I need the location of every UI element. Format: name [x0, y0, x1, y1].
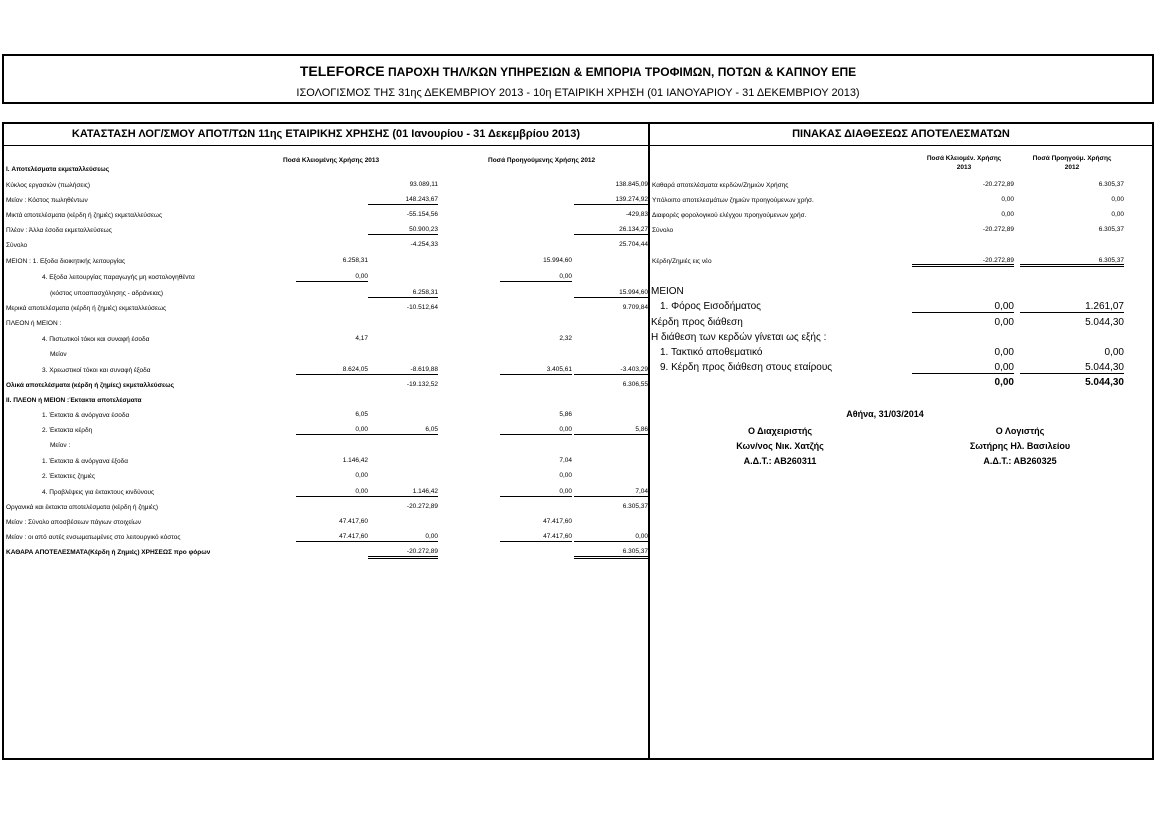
row-label: II. ΠΛΕΟΝ ή ΜΕΙΟΝ :Έκτακτα αποτελέσματα	[6, 397, 142, 404]
current-amount: 8.624,05	[296, 366, 368, 375]
allocation-row-label: Διαφορές φορολογικού ελέγχου προηγούμενων χρήσ.	[652, 212, 807, 219]
allocation-previous-amount: 1.261,07	[1020, 301, 1124, 313]
row-label: (κόστος υποαπασχόλησης - αδράνειας)	[50, 290, 164, 297]
current-amount: 6.258,31	[368, 289, 438, 298]
allocation-row-label: 1. Φόρος Εισοδήματος	[660, 301, 761, 312]
allocation-current-amount: 0,00	[994, 347, 1014, 358]
current-amount: -19.132,52	[406, 381, 438, 388]
right-col-current-l1: Ποσά Κλειομέν. Χρήσης	[926, 155, 1002, 162]
allocation-previous-amount: 5.044,30	[1085, 377, 1124, 388]
manager-role: Ο Διαχειριστής	[747, 426, 813, 436]
row-label: ΜΕΙΟΝ : 1. Εξοδα διοικητικής λειτουργίας	[6, 258, 126, 265]
current-amount: 0,00	[296, 488, 368, 497]
manager-name: Κων/νος Νικ. Χατζής	[736, 441, 824, 451]
allocation-previous-amount: 0,00	[1104, 347, 1124, 358]
row-label: Μείον : οι από αυτές ενσωματωμένες στο λειτουργικό κόστος	[6, 534, 181, 541]
row-label: Μικτά αποτελέσματα (κέρδη ή ζημιές) εκμεταλλεύσεως	[6, 212, 163, 219]
previous-amount: -429,83	[625, 211, 648, 218]
previous-amount: 5,86	[574, 426, 648, 435]
allocation-row-label: 9. Κέρδη προς διάθεση στους εταίρους	[660, 362, 833, 373]
accountant-id: Α.Δ.Τ.: ΑΒ260325	[983, 456, 1057, 466]
col-previous-header: Ποσά Προηγούμενης Χρήσης 2012	[488, 157, 596, 164]
row-label: Μείον	[50, 351, 67, 358]
allocation-current-amount: 0,00	[1001, 196, 1014, 203]
row-label: 1. Έκτακτα & ανόργανα έξοδα	[42, 458, 129, 465]
previous-amount: 47.417,60	[500, 533, 572, 542]
allocation-current-amount: 0,00	[912, 301, 1014, 313]
company-name-rest: ΠΑΡΟΧΗ ΤΗΛ/ΚΩΝ ΥΠΗΡΕΣΙΩΝ & ΕΜΠΟΡΙΑ ΤΡΟΦΙΜΩΝ, ΠΟΤΩΝ & ΚΑΠΝΟΥ ΕΠΕ	[387, 65, 857, 79]
allocation-current-amount: -20.272,89	[912, 257, 1014, 267]
previous-amount: -3.403,29	[574, 366, 648, 375]
current-amount: -4.254,33	[410, 241, 438, 248]
row-label: Σύνολο	[6, 242, 28, 249]
row-label: Μείον :	[50, 442, 71, 449]
row-label: Μείον : Σύνολο αποσβέσεων πάγιων στοιχείων	[6, 519, 141, 526]
company-title	[4, 63, 1152, 79]
previous-amount: 3.405,61	[500, 366, 572, 375]
previous-amount: 2,32	[559, 335, 572, 342]
row-label: 2. Έκτακτα κέρδη	[42, 427, 93, 434]
row-label: 4. Προβλέψεις για έκτακτους κινδύνους	[42, 489, 155, 496]
allocation-row-label: Υπόλοιπο αποτελεσμάτων ζημιών προηγούμενων χρήσ.	[652, 197, 814, 204]
current-amount: -20.272,89	[368, 548, 438, 559]
row-label: Οργανικά και έκτακτα αποτελέσματα (κέρδη ή ζημιές)	[6, 504, 159, 511]
company-name-bold: TELEFORCE	[299, 63, 385, 79]
row-label: 2. Έκτακτες ζημιές	[42, 473, 96, 480]
row-label: 4. Εξοδα λειτουργίας παραγωγής μη κοστολογηθέντα	[42, 274, 195, 281]
previous-amount: 138.845,09	[615, 181, 648, 188]
current-amount: 47.417,60	[296, 533, 368, 542]
allocation-row-label: Κέρδη/Ζημιές εις νέο	[652, 258, 712, 265]
current-amount: 6,05	[368, 426, 438, 435]
allocation-row-label: Σύνολο	[652, 227, 674, 234]
current-amount: 4,17	[355, 335, 368, 342]
current-amount: -8.619,88	[368, 366, 438, 375]
allocation-current-amount: 0,00	[1001, 211, 1014, 218]
accountant-name: Σωτήρης Ηλ. Βασιλείου	[969, 441, 1071, 451]
right-col-current-l2: 2013	[956, 164, 972, 171]
row-label: Μείον : Κόστος πωληθέντων	[6, 197, 88, 204]
row-label: Μερικά αποτελέσματα (κέρδη ή ζημιές) εκμεταλλεύσεως	[6, 305, 167, 312]
allocation-previous-amount: 6.305,37	[1098, 181, 1124, 188]
row-label: 3. Χρεωστικοί τόκοι και συναφή έξοδα	[42, 367, 151, 374]
previous-amount: 26.134,27	[574, 226, 648, 235]
row-label: ΚΑΘΑΡΑ ΑΠΟΤΕΛΕΣΜΑΤΑ(Κέρδη ή Ζημιές) ΧΡΗΣΕΩΣ προ φόρων	[6, 549, 211, 556]
current-amount: -55.154,56	[406, 211, 438, 218]
previous-amount: 7,04	[559, 457, 572, 464]
allocation-row-label: Καθαρά αποτελέσματα κερδών/Ζημιών Χρήσης	[652, 182, 789, 189]
allocation-previous-amount: 5.044,30	[1085, 317, 1124, 328]
allocation-row-label: 1. Τακτικό αποθεματικό	[660, 347, 763, 358]
allocation-row-label: Κέρδη προς διάθεση	[651, 317, 743, 328]
previous-amount: 0,00	[559, 472, 572, 479]
allocation-previous-amount: 6.305,37	[1020, 257, 1124, 267]
previous-amount: 139.274,92	[574, 196, 648, 205]
current-amount: 6.258,31	[342, 257, 368, 264]
current-amount: 6,05	[355, 411, 368, 418]
row-label: 4. Πιστωτικοί τόκοι και συναφή έσοδα	[42, 336, 150, 343]
right-col-previous-header	[1020, 154, 1124, 172]
right-col-current-header	[912, 154, 1016, 172]
allocation-row-label: ΜΕΙΟΝ	[651, 286, 684, 297]
current-amount: -20.272,89	[406, 503, 438, 510]
allocation-title: ΠΙΝΑΚΑΣ ΔΙΑΘΕΣΕΩΣ ΑΠΟΤΕΛΕΣΜΑΤΩΝ	[792, 128, 1010, 140]
allocation-current-amount: -20.272,89	[982, 226, 1014, 233]
previous-amount: 6.305,37	[622, 503, 648, 510]
current-amount: -10.512,64	[406, 304, 438, 311]
previous-amount: 0,00	[500, 426, 572, 435]
allocation-previous-amount: 5.044,30	[1020, 362, 1124, 374]
previous-amount: 7,04	[574, 488, 648, 497]
current-amount: 1.146,42	[368, 488, 438, 497]
current-amount: 148.243,67	[368, 196, 438, 205]
previous-amount: 6.306,55	[622, 381, 648, 388]
current-amount: 0,00	[296, 426, 368, 435]
current-amount: 93.089,11	[409, 181, 438, 188]
previous-amount: 15.994,60	[543, 257, 572, 264]
income-statement-title: ΚΑΤΑΣΤΑΣΗ ΛΟΓ/ΣΜΟΥ ΑΠΟΤ/ΤΩΝ 11ης ΕΤΑΙΡΙΚΗΣ ΧΡΗΣΗΣ (01 Ιανουρίου - 31 Δεκεμβρίου 2013)	[71, 128, 581, 140]
previous-amount: 0,00	[500, 488, 572, 497]
current-amount: 50.900,23	[368, 226, 438, 235]
row-label: Κύκλος εργασιών (πωλήσεις)	[6, 182, 91, 189]
row-label: Πλέον : Άλλα έσοδα εκμεταλλεύσεως	[6, 227, 112, 234]
right-col-previous-l1: Ποσά Προηγούμ. Χρήσης	[1032, 155, 1112, 162]
previous-amount: 5,86	[559, 411, 572, 418]
allocation-row-label: Η διάθεση των κερδών γίνεται ως εξής :	[651, 332, 827, 343]
current-amount: 0,00	[368, 533, 438, 542]
manager-id: Α.Δ.Τ.: ΑΒ260311	[743, 456, 817, 466]
row-label: 1. Έκτακτα & ανόργανα έσοδα	[42, 412, 130, 419]
allocation-previous-amount: 6.305,37	[1098, 226, 1124, 233]
signatory-accountant	[940, 424, 1100, 469]
right-col-previous-l2: 2012	[1064, 164, 1080, 171]
col-current-header: Ποσά Κλειομένης Χρήσης 2013	[283, 157, 380, 164]
section-operating-results: I. Αποτελέσματα εκμεταλλεύσεως	[6, 166, 110, 173]
current-amount: 0,00	[296, 273, 368, 282]
header-box	[2, 54, 1154, 104]
previous-amount: 0,00	[574, 533, 648, 542]
allocation-previous-amount: 0,00	[1111, 211, 1124, 218]
current-amount: 0,00	[355, 472, 368, 479]
row-label: Ολικά αποτελέσματα (κέρδη ή ζημίες) εκμεταλλεύσεως	[6, 382, 174, 389]
allocation-current-amount: 0,00	[994, 377, 1014, 388]
allocation-previous-amount: 0,00	[1111, 196, 1124, 203]
previous-amount: 15.994,60	[574, 289, 648, 298]
current-amount: 1.146,42	[342, 457, 368, 464]
previous-amount: 0,00	[500, 273, 572, 282]
allocation-current-amount: 0,00	[994, 317, 1014, 328]
allocation-current-amount: 0,00	[912, 362, 1014, 374]
row-label: ΠΛΕΟΝ ή ΜΕΙΟΝ :	[6, 320, 62, 327]
place-date: Αθήνα, 31/03/2014	[846, 409, 924, 419]
balance-subtitle: ΙΣΟΛΟΓΙΣΜΟΣ ΤΗΣ 31ης ΔΕΚΕΜΒΡΙΟΥ 2013 - 10η ΕΤΑΙΡΙΚΗ ΧΡΗΣΗ (01 ΙΑΝΟΥΑΡΙΟΥ - 31 ΔΕΚΕΜΒΡΙΟΥ 2013)	[296, 87, 860, 99]
signatory-manager	[700, 424, 860, 469]
current-amount: 47.417,60	[339, 518, 368, 525]
title-row-line	[2, 145, 1154, 146]
previous-amount: 9.709,84	[622, 304, 648, 311]
accountant-role: Ο Λογιστής	[995, 426, 1045, 436]
previous-amount: 25.704,44	[619, 241, 648, 248]
previous-amount: 6.305,37	[574, 548, 648, 559]
allocation-current-amount: -20.272,89	[982, 181, 1014, 188]
previous-amount: 47.417,60	[543, 518, 572, 525]
